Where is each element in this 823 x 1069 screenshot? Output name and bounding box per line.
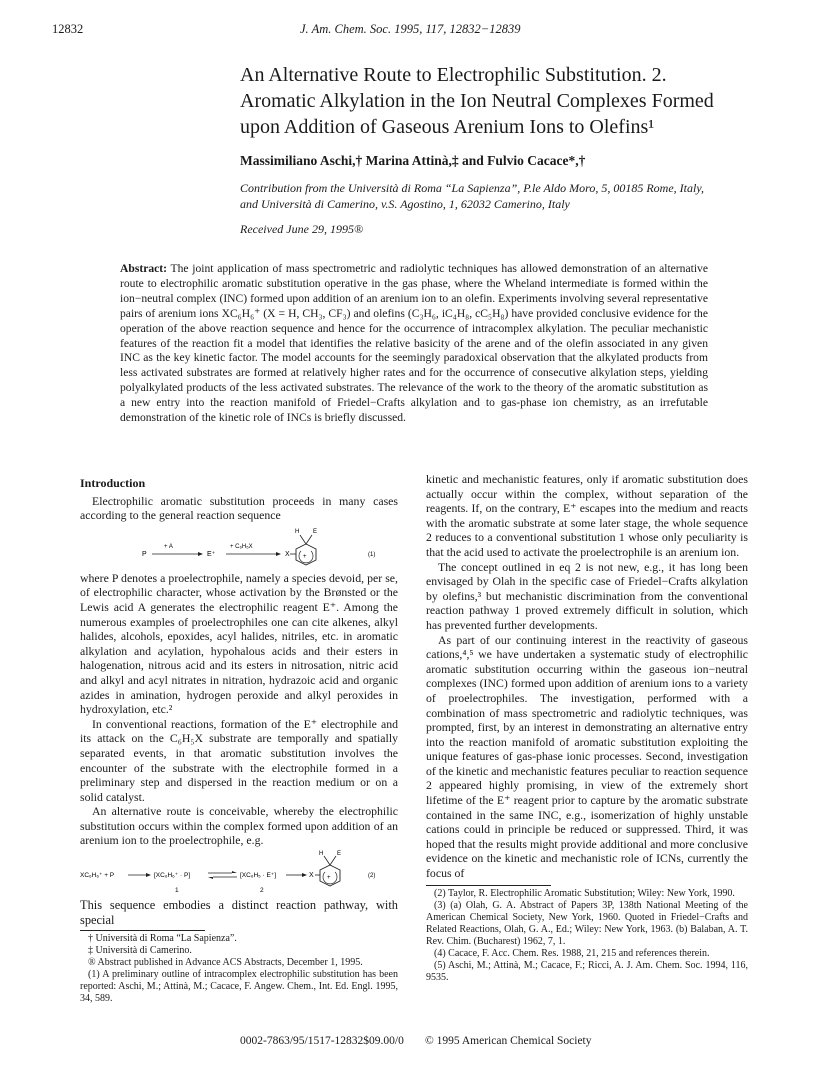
substrate-arrow-label: + C₆H₅X	[230, 543, 253, 550]
scheme-2-drawing	[80, 848, 398, 898]
atom-e: E	[313, 528, 318, 535]
section-heading-introduction: Introduction	[80, 476, 146, 490]
article-title	[240, 62, 740, 140]
equation-number-2: (2)	[368, 873, 376, 880]
right-column	[426, 472, 748, 984]
footnote: ® Abstract published in Advance ACS Abstracts, December 1, 1995.	[88, 957, 363, 969]
affiliation-line-2: and Università di Camerino, v.S. Agostino, 1, 62032 Camerino, Italy	[240, 197, 570, 211]
footnotes-left	[80, 933, 398, 1005]
abstract	[120, 262, 708, 426]
page-number: 12832	[52, 22, 84, 36]
received-date: Received June 29, 1995®	[240, 222, 364, 236]
paragraph: The concept outlined in eq 2 is not new, e.g., it has long been envisaged by Olah in the specific case of Friedel−Crafts alkylation by olefins,³ but mechanistic discrimination from the conventional reaction pathway 1 proved extremely difficult in solution, which has prevented further developments.	[426, 559, 748, 632]
affiliation-line-1: Contribution from the Università di Roma “La Sapienza”, P.le Aldo Moro, 5, 00185 Rome, Italy,	[240, 181, 704, 195]
bond-h-2	[324, 856, 330, 865]
scheme-1-drawing	[80, 523, 398, 571]
title-line-2: Aromatic Alkylation in the Ion Neutral Complexes Formed	[240, 90, 714, 112]
footnote-separator	[80, 930, 205, 931]
copyright: © 1995 American Chemical Society	[425, 1035, 592, 1047]
left-column	[80, 476, 398, 1005]
acid-arrow-label: + A	[164, 543, 173, 550]
paragraph: Electrophilic aromatic substitution proceeds in many cases according to the general reaction sequence	[80, 493, 398, 523]
paragraph: An alternative route is conceivable, whereby the electrophilic substitution occurs within the complex formed upon addition of an arenium ion to the proelectrophile, e.g.	[80, 804, 398, 848]
plus-charge: +	[303, 553, 307, 560]
footnotes-right	[426, 888, 748, 984]
title-line-3: upon Addition of Gaseous Arenium Ions to Olefins¹	[240, 116, 655, 138]
paragraph: where P denotes a proelectrophile, namely a species devoid, per se, of electrophilic character, whose activation by the Brønsted or the Lewis acid A generates the electrophilic reagent E⁺. Among the numerous examples of proelectrophiles one can cite alkenes, alkyl halides, alcohols, epoxides, acyl halides, nitriles, etc. in aromatic alkylation and acylation, hypohalous acids and their esters in halogenation, nitrous acid and its esters in nitrosation, nitric acid and alkyl and acyl nitrates in nitration, hydrazoic acid and organic azides in amination, hydrogen peroxide and alkyl peroxides in hydroxylation, etc.²	[80, 570, 398, 717]
footnote: (5) Aschi, M.; Attinà, M.; Cacace, F.; Ricci, A. J. Am. Chem. Soc. 1994, 116, 9535.	[426, 959, 748, 983]
complex-1-label: [XC₆H₆⁺ · P]	[154, 872, 191, 880]
complex-2-label: [XC₆H₅ · E⁺]	[240, 872, 277, 880]
paragraph: As part of our continuing interest in the reactivity of gaseous cations,⁴,⁵ we have undertaken a systematic study of electrophilic aromatic substitution occurring within the gaseous ion−neutral complexes (INC) formed upon addition of arenium ions to a variety of proelectrophiles. The investigation, performed with a combination of mass spectrometric and radiolytic techniques, was prompted, first, by an interest in demonstrating an alternative entry into the reaction manifold of aromatic substitution exploiting the unique features of gas-phase ionic processes. Second, investigation of the kinetic and mechanistic features peculiar to reaction sequence 2 appeared highly promising, in view of the extremely short lifetime of the E⁺ reagent prior to capture by the aromatic substrate contained in the same INC, e.g., isomerization of highly unstable cations could in principle be reduced or suppressed. Third, it was hoped that the results might provide additional and more conclusive evidence on the kinetic and mechanistic role of ICNs, currently the focus of	[426, 632, 748, 881]
abstract-text: The joint application of mass spectrometric and radiolytic techniques has allowed demonstration of an alternative route to electrophilic aromatic substitution operative in the gas phase, where the Wheland intermediate is formed within the ion−neutral complex (INC) formed upon addition of an arenium ion to an olefin. Experiments involving several representative pairs of arenium ions XC₆H₆⁺ (X = H, CH₃, CF₃) and olefins (C₃H₆, iC₄H₈, cC₅H₈) have provided conclusive evidence for the operation of the above reaction sequence and hence for the occurrence of intracomplex alkylation. The peculiar mechanistic features of the reaction fit a model that identifies the relative basicity of the arene and of the olefin associated in any given INC as the key kinetic factor. The model accounts for the seemingly paradoxical observation that the alkylated products from less activated substrates are formed at relatively higher rates and for the occurrence of consecutive alkylation steps, yielding polyalkylated products of the less activated substrates. The relevance of the work to the theory of the aromatic substitution as a new entry into the reaction manifold of Friedel−Crafts alkylation and to gas-phase ion chemistry, as an irrefutable demonstration of the kinetic role of INCs is briefly discussed.	[120, 262, 708, 425]
footnote-separator	[426, 885, 551, 886]
complex-1-number: 1	[175, 887, 179, 895]
paragraph: kinetic and mechanistic features, only if aromatic substitution does actually occur within the complex, without separation of the reagents. If, on the contrary, E⁺ escapes into the medium and reacts with the aromatic substrate at some later stage, the whole sequence 2 reduces to a conventional substitution 1 whose only peculiarity is that the acid used to activate the proelectrophile is an arenium ion.	[426, 472, 748, 559]
footnote: ‡ Università di Camerino.	[88, 945, 192, 957]
equilibrium-head-bottom	[208, 877, 213, 879]
reaction-scheme-1	[80, 523, 398, 571]
footnote: (2) Taylor, R. Electrophilic Aromatic Substitution; Wiley: New York, 1990.	[434, 887, 735, 899]
arrowhead-1	[198, 552, 203, 556]
substituent-x: X	[285, 550, 290, 558]
reaction-scheme-2	[80, 848, 398, 898]
title-line-1: An Alternative Route to Electrophilic Substitution. 2.	[240, 64, 667, 86]
paragraph: This sequence embodies a distinct reaction pathway, with special	[80, 898, 398, 927]
bond-h	[300, 535, 306, 544]
atom-h: H	[295, 528, 300, 535]
bond-e-2	[330, 856, 336, 865]
substituent-x-2: X	[309, 872, 314, 880]
equation-number-1: (1)	[368, 551, 376, 558]
journal-reference: J. Am. Chem. Soc. 1995, 117, 12832−12839	[300, 22, 521, 36]
arrowhead-2	[276, 552, 281, 556]
footnote: (3) (a) Olah, G. A. Abstract of Papers 3P, 138th National Meeting of the American Chemical Society, New York, 1960. Quoted in Friedel−Crafts and Related Reactions, Olah, G. A., Ed.; Wiley: New York, 1963. (b) Balaban, A. T. Rev. Chim. (Bucharest) 1962, 7, 1.	[426, 899, 748, 947]
bond-e	[306, 535, 312, 544]
article-code: 0002-7863/95/1517-12832$09.00/0	[240, 1035, 404, 1047]
footnote: (1) A preliminary outline of intracomplex electrophilic substitution has been reported: Aschi, M.; Attinà, M.; Cacace, F. Angew. Chem., Int. Ed. Engl. 1995, 34, 589.	[80, 969, 398, 1005]
paragraph: In conventional reactions, formation of the E⁺ electrophile and its attack on the C₆H₅X substrate are temporally and spatially separated events, in that aromatic substitution involves the encounter of the substrate with the electrophile formed in a preliminary step and dispersed in the reaction medium or on a solid catalyst.	[80, 716, 398, 804]
arrowhead-a	[146, 873, 151, 877]
author-list: Massimiliano Aschi,† Marina Attinà,‡ and Fulvio Cacace*,†	[240, 153, 586, 168]
scheme-2-reactants: XC₆H₆⁺ + P	[80, 872, 115, 880]
electrophile-label: E⁺	[207, 550, 216, 558]
proelectrophile-label: P	[142, 550, 147, 558]
atom-e-2: E	[337, 851, 342, 858]
equilibrium-head-top	[232, 871, 237, 873]
footnote: (4) Cacace, F. Acc. Chem. Res. 1988, 21, 215 and references therein.	[434, 947, 710, 959]
plus-charge-2: +	[327, 875, 331, 882]
complex-2-number: 2	[260, 887, 264, 895]
affiliation	[240, 180, 770, 212]
arrowhead-b	[302, 873, 307, 877]
atom-h-2: H	[319, 851, 324, 858]
footnote: † Università di Roma “La Sapienza”.	[88, 933, 237, 945]
abstract-label: Abstract:	[120, 262, 168, 275]
